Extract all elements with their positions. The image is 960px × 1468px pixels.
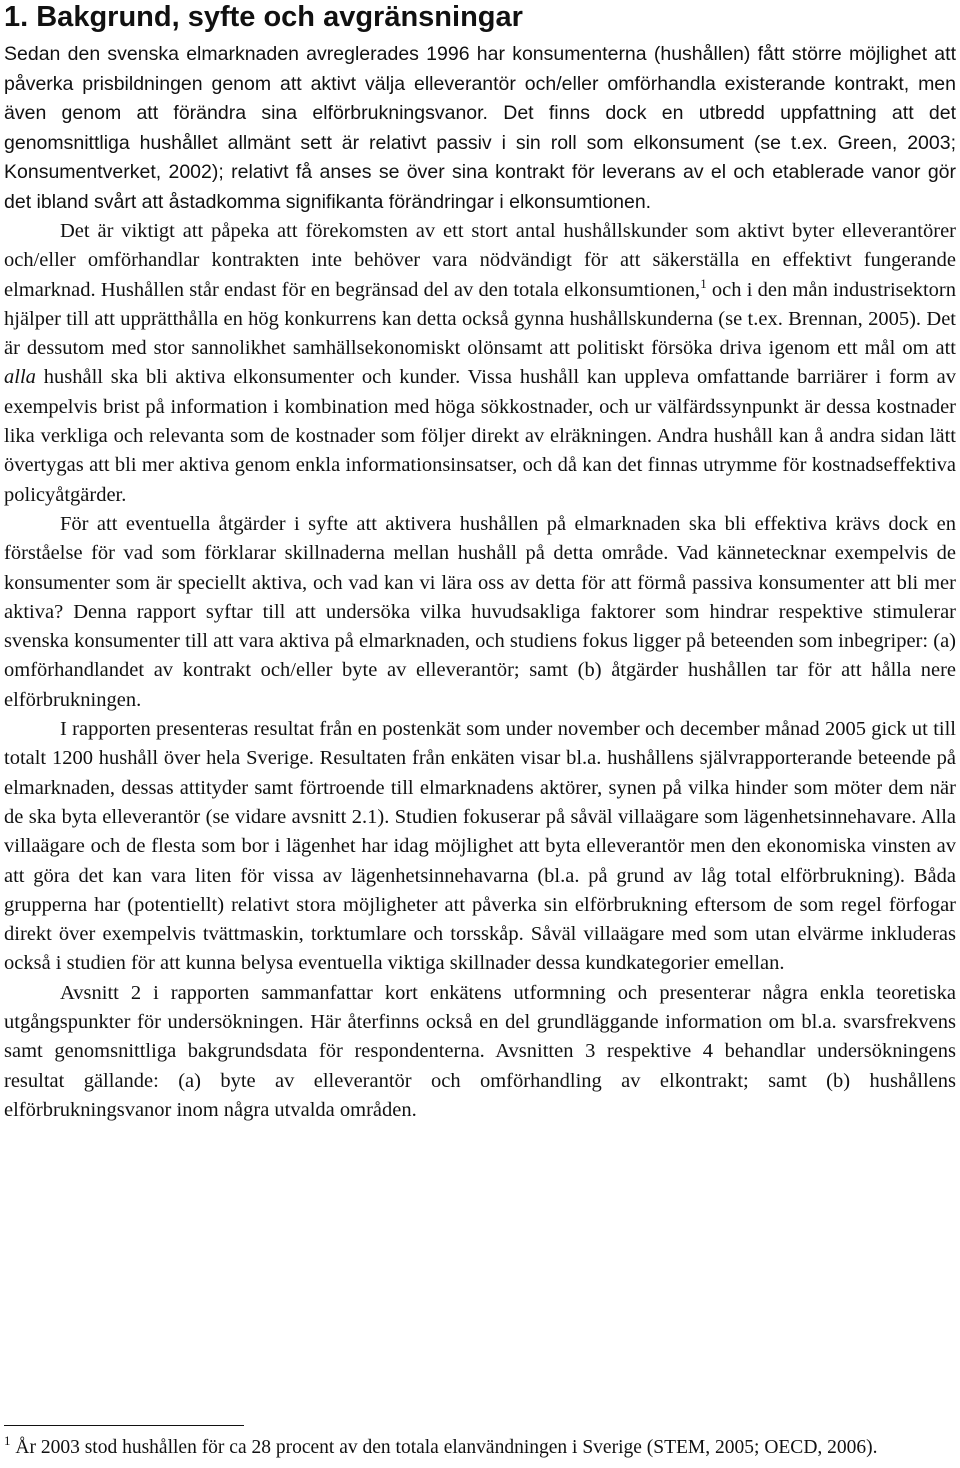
footnote-marker: 1 — [4, 1433, 11, 1448]
intro-text-b: Green, 2003; Konsumentverket, 2002); relativt få anses se över sina kontrakt för leverans av el och etablerade vanor gör det ibland svårt att åstadkomma signifikanta förändringar i elkonsumtionen. — [4, 131, 956, 213]
document-page — [4, 0, 956, 1125]
footnote-text: År 2003 stod hushållen för ca 28 procent av den totala elanvändningen i Sverige (STEM, 2005; OECD, 2006). — [10, 1437, 878, 1458]
paragraph-3: För att eventuella åtgärder i syfte att aktivera hushållen på elmarknaden ska bli effektiva krävs dock en förståelse för vad som förklarar skillnaderna mellan hushåll på detta område. Vad kännetecknar exempelvis de konsumenter som är speciellt aktiva, och vad kan vi lära oss av detta för att förmå passiva konsumenter att bli mer aktiva? Denna rapport syftar till att undersöka vilka huvudsakliga faktorer som hindrar respektive stimulerar svenska konsumenter till att vara aktiva på elmarknaden, och studiens fokus ligger på beteenden som inbegriper: (a) omförhandlandet av kontrakt och/eller byte av elleverantör; samt (b) åtgärder hushållen tar för att hålla nere elförbrukningen. — [4, 512, 956, 711]
paragraph-2-c: hushåll ska bli aktiva elkonsumenter och kunder. Vissa hushåll kan uppleva omfattande barriärer i form av exempelvis brist på information i kombination med höga sökkostnader, och ur välfärdssynpunkt är dessa kostnader lika verkliga och relevanta som de kostnader som följer direkt av elräkningen. Andra hushåll kan å andra sidan lätt övertygas att bli mer aktiva genom enkla informationsinsatser, och då kan det finnas utrymme för kostnadseffektiva policyåtgärder. — [4, 366, 956, 506]
section-heading: 1. Bakgrund, syfte och avgränsningar — [4, 1, 523, 33]
intro-paragraph — [4, 40, 956, 217]
paragraph-5: Avsnitt 2 i rapporten sammanfattar kort enkätens utformning och presenterar några enkla teoretiska utgångspunkter för undersökningen. Här återfinns också en del grundläggande information om bl.a. svarsfrekvens samt genomsnittliga bakgrundsdata för respondenterna. Avsnitten 3 respektive 4 behandlar undersökningens resultat gällande: (a) byte av elleverantör och omförhandling av elkontrakt; samt (b) hushållens elförbrukningsvanor inom några utvalda områden. — [4, 981, 956, 1121]
paragraph-2-b: och i den mån industrisektorn hjälper till att upprätthålla en hög konkurrens kan detta också gynna hushållskunderna (se t.ex. Brennan, 2005). Det är dessutom med stor sannolikhet samhällsekonomiskt olönsamt att politiskt försöka driva igenom ett mål om att — [4, 278, 956, 360]
paragraph-2 — [4, 217, 956, 510]
emphasis-alla: alla — [4, 366, 36, 389]
intro-text-a: Sedan den svenska elmarknaden avreglerades 1996 har konsumenterna (hushållen) fått större möjlighet att påverka prisbildningen genom att aktivt välja elleverantör och/eller omförhandla existerande kontrakt, men även genom att förändra sina elförbrukningsvanor. Det finns dock en utbredd uppfattning att det genomsnittliga hushållet allmänt sett är relativt passiv i sin roll som elkonsument (se t.ex. — [4, 43, 956, 154]
footnote-divider — [4, 1425, 244, 1426]
paragraph-2-a: Det är viktigt att påpeka att förekomsten av ett stort antal hushållskunder som aktivt byter elleverantörer och/eller omförhandlar kontrakten inte behöver vara nödvändigt för att säkerställa en effektivt fungerande elmarknad. Hushållen står endast för en begränsad del av den totala elkonsumtionen, — [4, 220, 956, 301]
paragraph-4: I rapporten presenteras resultat från en postenkät som under november och december månad 2005 gick ut till totalt 1200 hushåll över hela Sverige. Resultaten från enkäten visar bl.a. hushållens självrapporterande beteende på elmarknaden, dessas attityder samt förtroende till elmarknadens aktörer, synen på vilka hinder som möter dem när de ska byta elleverantör (se vidare avsnitt 2.1). Studien fokuserar på såväl villaägare som lägenhetsinnehavare. Alla villaägare och de flesta som bor i lägenhet har idag möjlighet att byta elleverantör men den ekonomiska vinsten av att göra det kan vara liten för vissa av lägenhetsinnehavarna (bl.a. på grund av låg total elförbrukning). Båda grupperna har (potentiellt) relativt stora möjligheter att påverka sin elförbrukning eftersom de som regel förfogar direkt över exempelvis tvättmaskin, torktumlare och torsskåp. Såväl villaägare med som utan elvärme inkluderas också i studien för att kunna belysa eventuella viktiga skillnader dessa kundkategorier emellan. — [4, 718, 956, 975]
footnote — [4, 1433, 956, 1460]
footnote-ref[interactable]: 1 — [700, 275, 707, 291]
